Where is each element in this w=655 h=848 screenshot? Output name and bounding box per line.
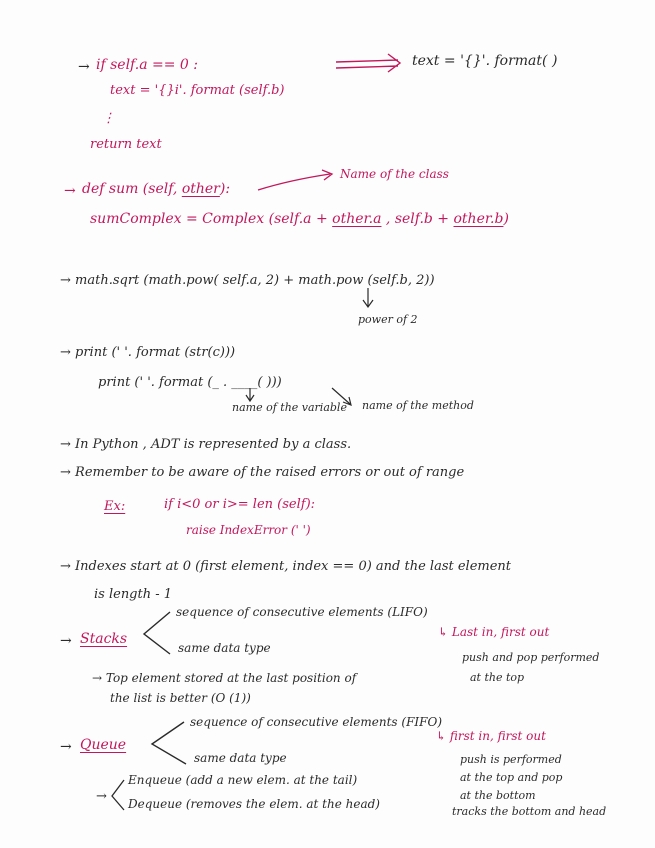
arrow-icon: → [96, 789, 107, 804]
double-arrow-icon [336, 54, 400, 72]
note-queue-push2: at the top and pop [460, 771, 563, 784]
note-indexes: → Indexes start at 0 (first element, index == 0) and the last element [60, 559, 512, 574]
note-queue-heading: Queue [80, 737, 127, 753]
note-length: is length - 1 [94, 587, 173, 602]
note-lifo: ↳ Last in, first out [438, 625, 550, 639]
pointer-arrow-icon [332, 388, 351, 405]
note-format-rhs: text = '{}'. format( ) [412, 53, 558, 69]
note-example-label: Ex: [104, 499, 126, 514]
note-return: return text [90, 137, 162, 152]
note-math-sqrt: → math.sqrt (math.pow( self.a, 2) + math.pow (self.b, 2)) [60, 273, 435, 288]
note-print-str: → print (' '. format (str(c))) [60, 345, 236, 360]
note-fifo: ↳ first in, first out [436, 729, 546, 743]
note-queue-push4: tracks the bottom and head [452, 805, 607, 818]
note-dequeue: Dequeue (removes the elem. at the head) [128, 797, 380, 811]
note-def-end: ): [219, 181, 231, 197]
note-stack-top1: → Top element stored at the last position of [92, 671, 357, 685]
brace-icon [144, 612, 170, 654]
note-annot-method: name of the method [362, 399, 474, 412]
note-queue-def1: sequence of consecutive elements (FIFO) [190, 715, 442, 729]
note-sum-part: , self.b + [381, 211, 454, 227]
note-print-blanks: _ . ____ [212, 375, 258, 390]
note-queue-push3: at the bottom [460, 789, 536, 802]
note-dots: ⋮ [102, 111, 115, 126]
note-other-a: other.a [332, 211, 382, 227]
arrow-icon: → [60, 739, 72, 755]
note-annot-variable: name of the variable [232, 401, 347, 414]
note-queue-def2: same data type [194, 751, 287, 765]
note-annot-class-name: Name of the class [340, 167, 449, 181]
note-other-b: other.b [453, 211, 504, 227]
arrow-icon: → [64, 183, 76, 199]
note-other-param: other [181, 181, 220, 197]
pointer-arrow-icon [258, 170, 332, 190]
note-example-if: if i<0 or i>= len (self): [164, 497, 316, 512]
note-stack-def1: sequence of consecutive elements (LIFO) [176, 605, 428, 619]
note-print-part: print (' '. format ( [98, 375, 213, 390]
note-raise: raise IndexError (' ') [186, 523, 311, 537]
brace-icon [152, 722, 186, 764]
note-stacks-heading: Stacks [80, 631, 128, 647]
note-sum-part: ) [503, 211, 509, 227]
note-annot-power: power of 2 [358, 313, 418, 326]
note-stack-push2: at the top [470, 671, 525, 684]
note-sum-part: sumComplex = Complex (self.a + [90, 211, 333, 227]
note-adt: → In Python , ADT is represented by a class. [60, 437, 352, 452]
down-arrow-icon [363, 288, 373, 307]
note-def-part: def sum (self, [82, 181, 182, 197]
brace-icon [112, 780, 124, 810]
note-enqueue: Enqueue (add a new elem. at the tail) [128, 773, 358, 787]
arrow-icon: → [60, 633, 72, 649]
note-errors: → Remember to be aware of the raised errors or out of range [60, 465, 465, 480]
note-text-assign: text = '{}i'. format (self.b) [110, 83, 285, 98]
note-stack-def2: same data type [178, 641, 271, 655]
note-stack-push1: push and pop performed [462, 651, 600, 664]
note-stack-top2: the list is better (O (1)) [110, 691, 251, 705]
arrow-icon: → [78, 59, 90, 75]
note-queue-push1: push is performed [460, 753, 562, 766]
note-print-part: ( ))) [257, 375, 282, 390]
down-arrow-icon [246, 388, 254, 401]
note-code-if: if self.a == 0 : [96, 57, 198, 73]
